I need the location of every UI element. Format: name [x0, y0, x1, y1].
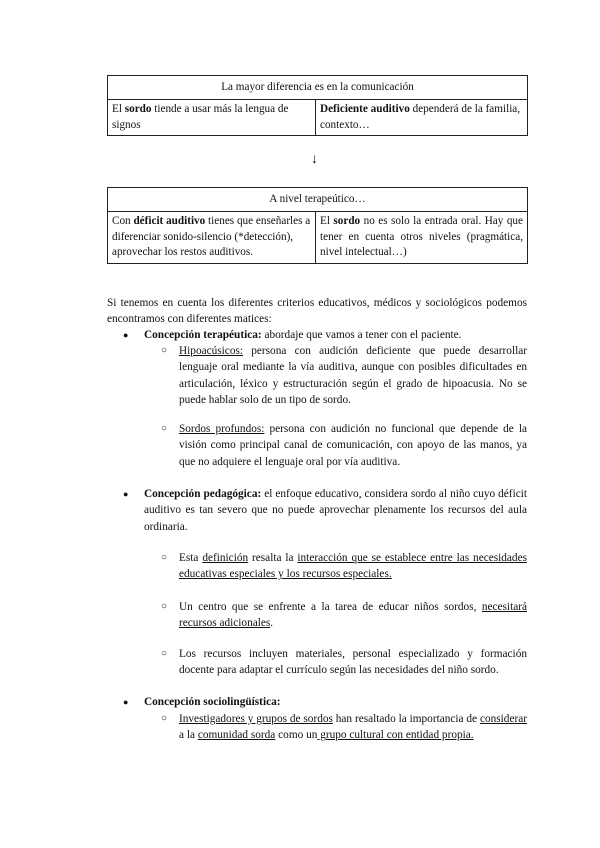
intro-paragraph: Si tenemos en cuenta los diferentes criterios educativos, médicos y sociológicos podemos encontramos con diferentes matices:: [107, 297, 527, 326]
list-item-sociolinguistica: ● Concepción sociolingüística:: [124, 694, 527, 710]
circle-bullet-icon: ○: [161, 601, 168, 612]
sub-item-recursos: ○ Los recursos incluyen materiales, personal especializado y formación docente para adaptar el currículo según las necesidades del niño sordo.: [161, 648, 527, 677]
list-item-pedagogica: ● Concepción pedagógica: el enfoque educativo, considera sordo al niño cuyo déficit auditivo es tan severo que no puede aprovechar plenamente los recursos del aula ordinaria.: [123, 488, 527, 533]
bullet-icon: ●: [123, 697, 129, 707]
bullet-icon: ●: [123, 489, 129, 499]
comparison-table-therapeutic: [107, 187, 528, 264]
sub-item-definicion: ○ Esta definición resalta la interacción que se establece entre las necesidades educativas especiales y los recursos especiales.: [161, 552, 527, 581]
sub-item-sordos-profundos: ○ Sordos profundos: persona con audición no funcional que depende de la visión como principal canal de comunicación, con apoyo de las manos, ya que no adquiere el lenguaje oral por vía auditiva.: [161, 423, 527, 468]
bullet-icon: ●: [123, 330, 129, 340]
down-arrow-icon: ↓: [311, 152, 318, 167]
sub-item-recursos-adicionales: ○ Un centro que se enfrente a la tarea de educar niños sordos, necesitará recursos adicionales.: [161, 601, 527, 630]
sub-item-comunidad-sorda: ○ Investigadores y grupos de sordos han resaltado la importancia de considerar a la comunidad sorda como un grupo cultural con entidad propia.: [161, 713, 527, 742]
table-header: A nivel terapeútico…: [108, 188, 528, 212]
comparison-table-communication: [107, 75, 528, 136]
circle-bullet-icon: ○: [161, 648, 168, 659]
table-header: La mayor diferencia es en la comunicación: [108, 76, 528, 100]
circle-bullet-icon: ○: [161, 423, 168, 434]
sub-item-hipoacusicos: ○ Hipoacúsicos: persona con audición deficiente que puede desarrollar lenguaje oral mediante la vía auditiva, aunque con posibles dificultades en articulación, léxico y estructuración según el grado de hipoacusia. No se puede hablar solo de un tipo de sordo.: [161, 345, 527, 406]
table-cell-sordo: El sordo no es solo la entrada oral. Hay que tener en cuenta otros niveles (pragmática, nivel intelectual…): [316, 212, 528, 264]
table-cell-deficit: Con déficit auditivo tienes que enseñarles a diferenciar sonido-silencio (*detección), aprovechar los restos auditivos.: [108, 212, 316, 264]
table-cell-sordo: El sordo tiende a usar más la lengua de signos: [108, 100, 316, 136]
table-cell-deficiente: Deficiente auditivo dependerá de la familia, contexto…: [316, 100, 528, 136]
circle-bullet-icon: ○: [161, 713, 168, 724]
circle-bullet-icon: ○: [161, 345, 168, 356]
circle-bullet-icon: ○: [161, 552, 168, 563]
list-item-terapeutica: ● Concepción terapéutica: abordaje que vamos a tener con el paciente.: [124, 327, 527, 343]
